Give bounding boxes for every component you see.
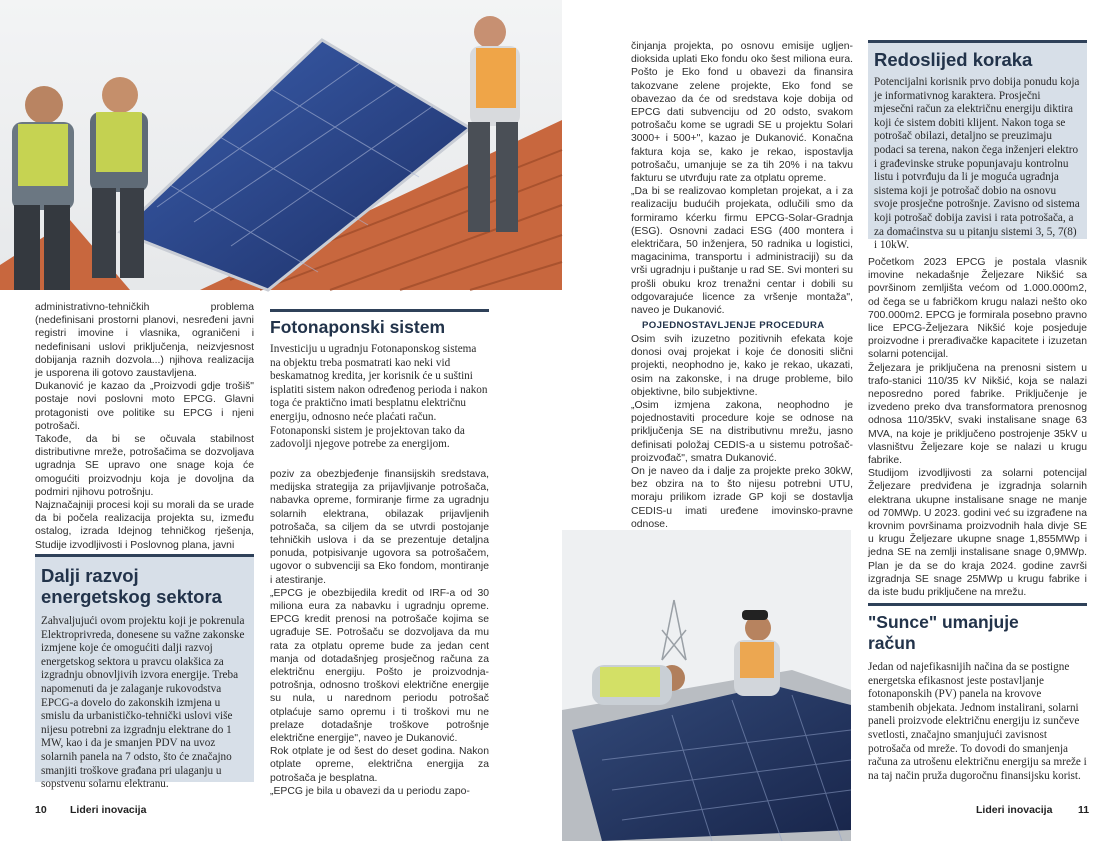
far-right-column-text: Početkom 2023 EPCG je postala vlasnik imovine nekadašnje Željezare Nikšić sa površinom zemljišta većom od 1.000.000m2, od čega se u fabričkom krugu nalazi nešto oko 700.000m2. EPCG je formirala posebno pravno lice EPCG-Željezara Nikšić koje posjeduje proizvodne i prerađivačke kapacitete i izuzetan solarni potencijal. Željezara je priključena na prenosni sistem u trafo-stanici 110/35 kV Nikšić, koja se nalazi neposredno pored fabrike. Priključenje je izvedeno preko dva transformatora prenosnog odnosa 110/35kV, svaki instalisane snage 63 MVA, na koje je priključeno postrojenje 35kV u vlasništvu Željezare koje se nalazi u krugu fabrike. Studijom izvodljivosti za solarni potencijal Željezare predviđena je izgradnja solarnih elektrana ukupne instalisane snage ne manje od 70MWp. U 2023. godini već su izgrađene na krovnim površinama proizvodnih hala divje SE u krugu Željezare ukupne snage 1,855MWp i jedna SE na zemlji instalisane snage 0,9MWp. Plan je da se do kraja 2024. godine završi izgradnja SE snage 25MWp u krugu fabrike i da iste budu priključene na mrežu. [868, 257, 1087, 599]
sunce-text: Jedan od najefikasnijih načina da se postigne energetska efikasnost jeste postavljanje fotonaponskih (PV) panela na krovove stambenih objekata. Jednom instalirani, solarni paneli proizvode električnu energiju iz sunčeve svetlosti, značajno smanjujući zavisnost potrošača od mreže. To dovodi do smanjenja računa za utrošenu električnu energiju sa mreže i na taj način pruža dugoročnu finansijsku korist. [868, 661, 1087, 782]
section-intro: Investiciju u ugradnju Fotonaponskog sistema na objektu treba posmatrati kao neki vid beskamatnog kredita, jer korisnik će u suštini isplatiti sistem nakon određenog perioda i nakon toga će praktično imati besplatnu električnu energiju, odnosno neće plaćati račun. Fotonaponski sistem je projektovan tako da zadovolji njegove potrebe za energijom. [270, 343, 488, 451]
right-column-text-top: činjanja projekta, po osnovu emisije ugljen-dioksida uplati Eko fondu oko šest miliona eura. Pošto je Eko fond u obavezi da finansira takozvane zelene projekte, Eko fond se obavezao da će od sredstava koje dobija od EPCG dati subvenciju od 20 odsto, svakom potrošaču kome se ugradi SE u projektu Solari 3000+ i 500+", kazao je Dukanović. Konačna faktura koja se, kako je rekao, ispostavlja potrošaču, umanjuje se za tih 20% i na takvu fakturu se utvrđuju rate za otplatu opreme. „Da bi se realizovao kompletan projekat, a i za realizaciju budućih projekata, odlučili smo da formiramo kćerku firmu EPCG-Solar-Gradnja (ESG). Osnovni zadaci ESG (400 montera i električara, 50 inženjera, 50 radnika u logistici, magacinima, transportu i administraciji) su da vrši ugradnju i puštanje u rad SE. Svi monteri su prošli obuku kroz trenažni centar i dobili su odgovarajuće licence za vršenje montaža", naveo je Dukanović. [631, 41, 853, 317]
section-title-photovoltaic: Fotonaponski sistem [270, 317, 446, 337]
photo-workers-panels [562, 530, 851, 841]
section-divider [270, 309, 489, 312]
steps-box-text: Potencijalni korisnik prvo dobija ponudu koja je informativnog karaktera. Prosječni mjesečni račun za električnu energiju diktira koji će sistem dobiti klijent. Nakon toga se potrošač obilazi, detaljno se preuzimaju podaci sa terena, nakon čega inženjeri elektro i građevinske struke popunjavaju kontrolnu listu i potvrđuju da li je moguća ugradnja sistema koji je potrošač dobio na osnovu svoje prosječne potrošnje. Zavisno od sistema koji potrošač dobija zavisi i rata potrošača, a za domaćinstva su u pitanju sistemi 3, 5, 7(8) i 10kW. [874, 76, 1080, 252]
footer-label-right: Lideri inovacija [976, 804, 1053, 816]
steps-box [868, 40, 1087, 252]
middle-column-text: poziv za obezbjeđenje finansijskih sredstava, medijska strategija za prijavljivanje potrošača, nabavka opreme, formiranje firme za ugradnju solarnih elektrana, obilazak prijavljenih potrošača, sa ciljem da se utvrdi postojanje tehničkih uslova i da se prezentuje detaljna ponuda, potpisivanje ugovora sa potrošačem, ugovor o subvenciji sa Eko fondom, montiranje i atestiranje. „EPCG je obezbijedila kredit od IRF-a od 30 miliona eura za nabavku i ugradnju opreme. EPCG kredit prenosi na potrošače kojima se ugrađuje SE. Potrošaču se dozvoljava da mu rata za otplatu opreme bude za jedan cent manja od dotadašnjeg prosječnog računa za električnu energiju. Pošto je proizvodnja-potrošnja, odnosno troškovi električne energije su nula, u narednom periodu potrošač otplaćuje samo opremu i ti troškovi mu ne prelaze dotadašnje troškove potrošnje električne energije", naveo je Dukanović. Rok otplate je od šest do deset godina. Nakon otplate opreme, električna energija za potrošača je besplatna. „EPCG je bila u obavezi da u periodu zapo- [270, 469, 489, 797]
footer-label-left: Lideri inovacija [70, 804, 147, 816]
sidebar-text: Zahvaljujući ovom projektu koji je pokrenula Elektroprivreda, donesene su važne zakonske izmjene koje će omogućiti dalji razvoj energetskog sektora u pravcu olakšica za izgradnju obnovljivih izvora energije. Treba napomenuti da je zalaganje rukovodstva EPCG-a dovelo do zakonskih izmjena u smislu da urbanističko-tehnički uslovi više nijesu potrebni za izgradnju elektrane do 1 MW, kao i da je smanjen PDV na uvoz solarnih panela na 7 odsto, što će značajno smanjiti troškove građana pri ulaganju u sopstvenu solarnu elektranu. [41, 615, 245, 791]
photo-workers-roof [0, 0, 562, 290]
steps-box-title: Redoslijed koraka [874, 49, 1033, 70]
right-column-text-bottom: Osim svih izuzetno pozitivnih efekata koje donosi ovaj projekat i koje će donositi slični projekti, neophodno je, kako je rekao, ukazati, osim na zakonske, i na druge probleme, bilo objektivne, bilo subjektivne. „Osim izmjena zakona, neophodno je pojednostaviti procedure koje se odnose na priključenja SE na distributivnu mrežu, jasno definisati položaj CEDIS-a u sistemu potrošač-proizvođač", smatra Dukanović. On je naveo da i dalje za projekte preko 30kW, bez obzira na to što nijesu potrebni UTU, moraju prilikom izrade GP koji se dostavlja CEDIS-u imati uređene imovinsko-pravne odnose. [631, 334, 853, 530]
page-number-left: 10 [35, 804, 47, 816]
sidebar-box-energy-sector [35, 554, 254, 791]
page-number-right: 11 [1078, 804, 1090, 816]
left-column-text: administrativno-tehničkih problema (nedefinisani prostorni planovi, nesređeni javni registri imovine i vlasnika, ograničeni i nedefinisani uslovi priključenja, neizvjesnost dobijanja raznih dozvola...) njihova realizacija je usporena ili gotovo zaustavljena. Dukanović je kazao da „Proizvodi gdje trošiš" postaje novi poslovni moto EPCG. Glavni protagonisti ove politike su EPCG i njeni potrošači. Takođe, da bi se očuvala stabilnost distributivne mreže, potrošačima se dozvoljava ugradnja SE upravo one snage koja će omogućiti proizvodnju koja je dovoljna da podmiri njihovu potrošnju. Najznačajniji procesi koji su morali da se urade da bi počela realizacija projekta su, između ostalog, izrada Idejnog tehničkog rješenja, Studije izvodljivosti i Poslovnog plana, javni [35, 302, 254, 551]
subheading-procedures: POJEDNOSTAVLJENJE PROCEDURA [642, 320, 825, 331]
sunce-title: "Sunce" umanjuje račun [868, 612, 1019, 653]
sunce-divider [868, 603, 1087, 606]
sidebar-title: Dalji razvoj energetskog sektora [41, 565, 222, 607]
